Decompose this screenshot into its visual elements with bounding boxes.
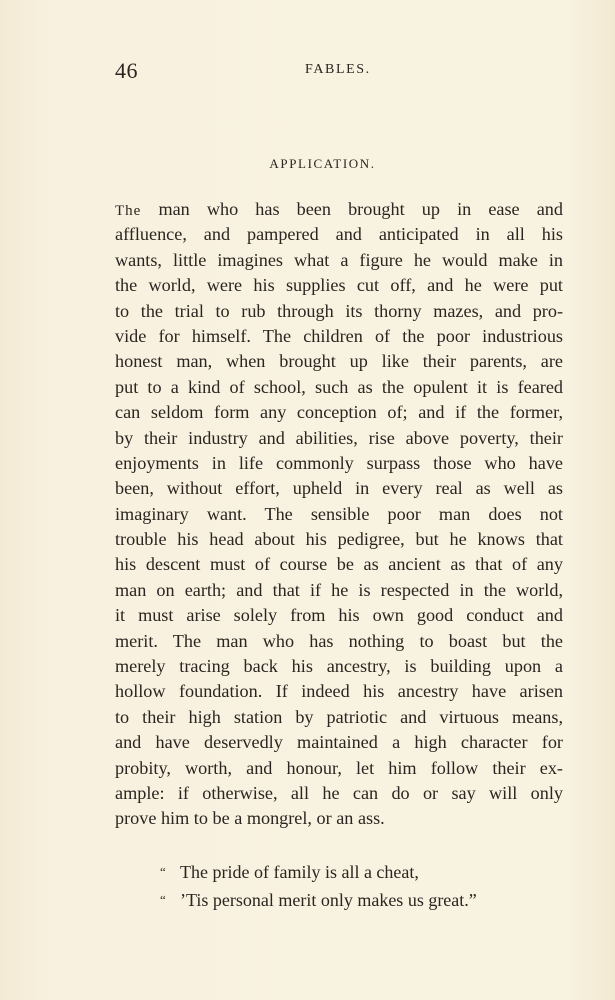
paragraph-line: honest man, when brought up like their parents, are <box>115 351 563 372</box>
section-heading: APPLICATION. <box>269 156 376 171</box>
open-quote-mark: “ <box>160 864 166 879</box>
paragraph-line: vide for himself. The children of the poor industrious <box>115 325 563 346</box>
paragraph-line: imaginary want. The sensible poor man does not <box>115 503 563 524</box>
verse-text: ’Tis personal merit only makes us great.” <box>180 890 477 910</box>
paragraph-line: prove him to be a mongrel, or an ass. <box>115 808 385 829</box>
paragraph-line: been, without effort, upheld in every real as well as <box>115 478 563 499</box>
paragraph-line: wants, little imagines what a figure he would make in <box>115 249 563 270</box>
paragraph-line: affluence, and pampered and anticipated in all his <box>115 224 563 245</box>
open-quote-mark: “ <box>160 892 166 907</box>
page-number: 46 <box>115 58 138 83</box>
paragraph-line: by their industry and abilities, rise above poverty, their <box>115 427 563 448</box>
paragraph-line: the world, were his supplies cut off, and he were put <box>115 275 563 296</box>
paragraph-line: it must arise solely from his own good conduct and <box>115 605 563 626</box>
page-header <box>115 58 565 84</box>
paragraph-line: merely tracing back his ancestry, is building upon a <box>115 656 563 677</box>
paragraph-line: trouble his head about his pedigree, but he knows that <box>115 529 563 550</box>
paragraph-line: enjoyments in life commonly surpass those who have <box>115 452 563 473</box>
paragraph-line: put to a kind of school, such as the opulent it is feared <box>115 376 563 397</box>
running-title: FABLES. <box>305 62 371 77</box>
paragraph-line: hollow foundation. If indeed his ancestry have arisen <box>115 681 563 702</box>
paragraph-line: merit. The man who has nothing to boast but the <box>115 630 563 651</box>
application-paragraph <box>115 197 563 832</box>
paragraph-line: his descent must of course be as ancient as that of any <box>115 554 563 575</box>
paragraph-line: man on earth; and that if he is respected in the world, <box>115 579 563 600</box>
paragraph-line: can seldom form any conception of; and if the former, <box>115 402 563 423</box>
paragraph-line: to the trial to rub through its thorny mazes, and pro- <box>115 300 563 321</box>
closing-couplet <box>160 858 560 914</box>
paragraph-line: to their high station by patriotic and virtuous means, <box>115 706 563 727</box>
verse-line <box>160 858 560 886</box>
paragraph-line: ample: if otherwise, all he can do or say will only <box>115 782 563 803</box>
paragraph-line: and have deservedly maintained a high character for <box>115 732 563 753</box>
paragraph-line: probity, worth, and honour, let him follow their ex- <box>115 757 563 778</box>
verse-line <box>160 886 560 914</box>
verse-text: The pride of family is all a cheat, <box>180 862 419 882</box>
paragraph-line: The man who has been brought up in ease and <box>115 199 563 219</box>
drop-word: The <box>115 203 142 219</box>
